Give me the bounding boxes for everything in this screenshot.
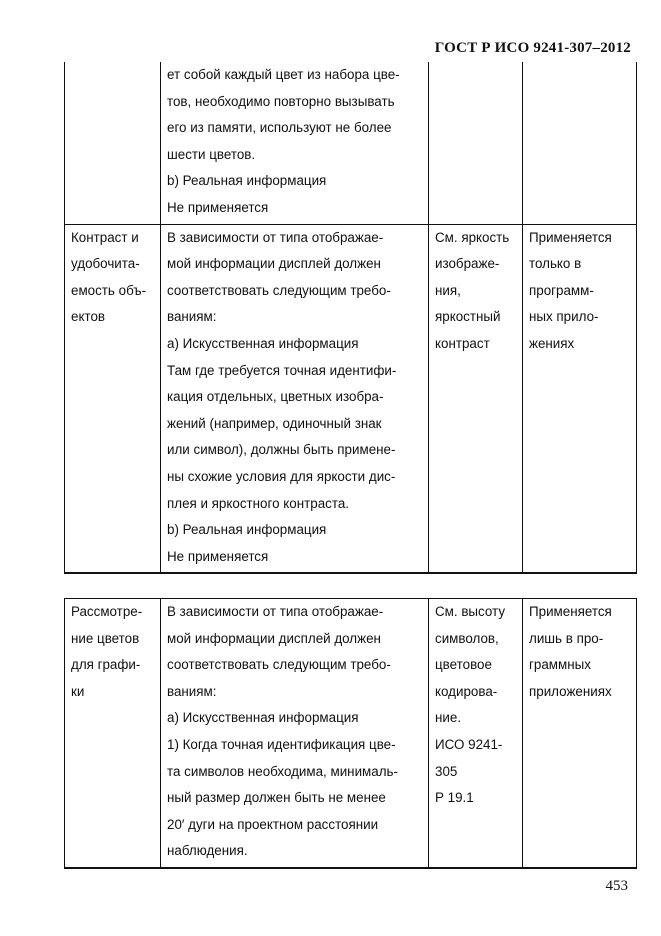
text-line: ние. [435, 710, 462, 726]
text-line: а) Искусственная информация [167, 710, 359, 726]
cell-reference [429, 599, 523, 868]
cell-requirement [161, 224, 429, 573]
text-line: ектов [71, 309, 105, 325]
text-line: Не применяется [167, 548, 269, 564]
cell-applicability [523, 224, 637, 573]
text-line: ки [71, 683, 85, 699]
text-line: ных прило- [529, 309, 599, 325]
text-line: ет собой каждый цвет из набора цве- [167, 67, 400, 82]
text-line: наблюдения. [167, 843, 248, 859]
text-line: 20′ дуги на проектном расстоянии [167, 816, 379, 832]
text-line: Применяется [529, 604, 612, 619]
cell-applicability [523, 599, 637, 868]
text-line: плея и яркостного контраста. [167, 495, 349, 511]
text-line: 1) Когда точная идентификация цве- [167, 736, 396, 752]
text-line: удобочита- [71, 256, 140, 272]
text-line: Не применяется [167, 199, 269, 215]
cell-attribute [65, 62, 161, 224]
text-line: тов, необходимо повторно вызывать [167, 93, 395, 109]
table-row [65, 599, 637, 868]
text-line: жений (например, одиночный знак [167, 415, 382, 431]
text-line: ваниям: [167, 309, 217, 325]
text-line: ния, [435, 282, 461, 298]
text-line: контраст [435, 335, 490, 351]
text-line: шести цветов. [167, 146, 256, 162]
text-line: или символ), должны быть примене- [167, 442, 396, 458]
text-line: ный размер должен быть не менее [167, 790, 386, 806]
text-line: та символов необходима, минималь- [167, 763, 398, 779]
text-line: а) Искусственная информация [167, 335, 359, 351]
text-line: соответствовать следующим требо- [167, 282, 391, 298]
text-line: Там где требуется точная идентифи- [167, 362, 397, 378]
text-line: для графи- [71, 657, 141, 673]
text-line: См. высоту [435, 604, 506, 619]
text-line: лишь в про- [529, 630, 604, 646]
text-line: ваниям: [167, 683, 217, 699]
page-number: 453 [605, 878, 628, 894]
text-line: b) Реальная информация [167, 522, 327, 538]
text-line: мой информации дисплей должен [167, 630, 381, 646]
text-line: В зависимости от типа отображае- [167, 229, 384, 245]
text-line: ны схожие условия для яркости дис- [167, 468, 396, 484]
text-line: символов, [435, 630, 499, 646]
text-line: ИСО 9241- [435, 736, 503, 752]
text-line: приложениях [529, 683, 612, 699]
table-row [65, 62, 637, 224]
cell-requirement [161, 599, 429, 868]
text-line: емость объ- [71, 282, 147, 298]
cell-reference [429, 62, 523, 224]
text-line: изображе- [435, 256, 500, 272]
cell-requirement [161, 62, 429, 224]
text-line: В зависимости от типа отображае- [167, 604, 384, 619]
text-line: Применяется [529, 229, 612, 245]
text-line: только в [529, 256, 582, 272]
document-header: ГОСТ Р ИСО 9241-307–2012 [434, 40, 631, 56]
requirements-table [64, 598, 637, 869]
text-line: яркостный [435, 309, 501, 325]
text-line: цветовое [435, 657, 492, 673]
cell-attribute [65, 224, 161, 573]
text-line: граммных [529, 657, 591, 673]
text-line: кация отдельных, цветных изобра- [167, 389, 384, 405]
text-line: ние цветов [71, 630, 140, 646]
text-line: См. яркость [435, 229, 510, 245]
text-line: жениях [529, 335, 575, 351]
text-line: b) Реальная информация [167, 173, 327, 189]
text-line: Р 19.1 [435, 790, 474, 806]
text-line: программ- [529, 282, 594, 298]
requirements-table-continued [64, 62, 637, 574]
text-line: кодирова- [435, 683, 498, 699]
text-line: мой информации дисплей должен [167, 256, 381, 272]
table-row [65, 224, 637, 573]
text-line: соответствовать следующим требо- [167, 657, 391, 673]
cell-reference [429, 224, 523, 573]
text-line: 305 [435, 763, 458, 779]
cell-attribute [65, 599, 161, 868]
cell-applicability [523, 62, 637, 224]
text-line: его из памяти, используют не более [167, 120, 392, 136]
text-line: Контраст и [71, 229, 139, 245]
text-line: Рассмотре- [71, 604, 143, 619]
